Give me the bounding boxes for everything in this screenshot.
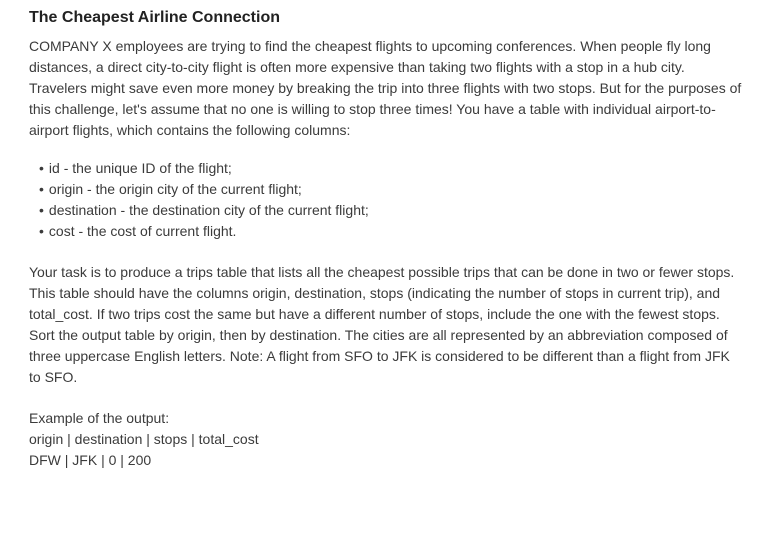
list-item-destination: • destination - the destination city of the current flight;: [39, 200, 744, 221]
task-paragraph: Your task is to produce a trips table that lists all the cheapest possible trips that can be done in two or fewer stops. This table should have the columns origin, destination, stops (indicating the number of stops in current trip), and total_cost. If two trips cost the same but have a different number of stops, include the one with the fewest stops. Sort the output table by origin, then by destination. The cities are all represented by an abbreviation composed of three uppercase English letters. Note: A flight from SFO to JFK is considered to be different than a flight from JFK to SFO.: [29, 264, 735, 385]
example-output: [29, 408, 744, 471]
intro-paragraph: COMPANY X employees are trying to find the cheapest flights to upcoming conferences. When people fly long distances, a direct city-to-city flight is often more expensive than taking two flights with a stop in a hub city. Travelers might save even more money by breaking the trip into three flights with two stops. But for the purposes of this challenge, let's assume that no one is willing to stop three times! You have a table with individual airport-to-airport flights, which contains the following columns:: [29, 38, 742, 138]
example-row: DFW | JFK | 0 | 200: [29, 452, 152, 468]
problem-statement: [29, 8, 744, 471]
problem-title: The Cheapest Airline Connection: [29, 9, 280, 26]
example-label: Example of the output:: [29, 410, 170, 426]
columns-list: [29, 158, 744, 242]
example-header: origin | destination | stops | total_cost: [29, 431, 259, 447]
list-item-origin: • origin - the origin city of the current flight;: [39, 179, 744, 200]
list-item-cost: • cost - the cost of current flight.: [39, 221, 744, 242]
list-item-id: • id - the unique ID of the flight;: [39, 158, 744, 179]
